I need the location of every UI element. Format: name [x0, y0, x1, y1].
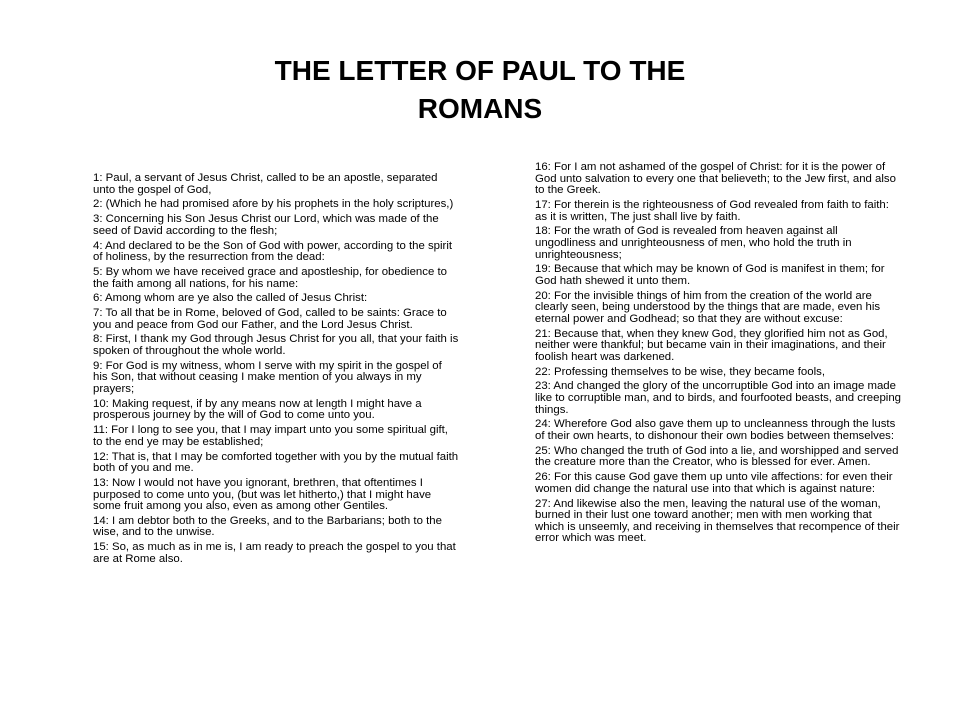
verse-26: 26: For this cause God gave them up unto vile affections: for even their women did change the natural use into that which is against nature: [535, 471, 893, 495]
verse-5: 5: By whom we have received grace and apostleship, for obedience to the faith among all nations, for his name: [93, 265, 447, 290]
verse-20: 20: For the invisible things of him from the creation of the world are clearly seen, being understood by the things that are made, even his eternal power and Godhead; so that they are without excuse: [535, 289, 881, 325]
verse-12: 12: That is, that I may be comforted together with you by the mutual faith both of you and me. [93, 450, 459, 475]
verse-8: 8: First, I thank my God through Jesus Christ for you all, that your faith is spoken of throughout the whole world. [93, 333, 459, 358]
verse-24: 24: Wherefore God also gave them up to uncleanness through the lusts of their own hearts, to dishonour their own bodies between themselves: [535, 418, 896, 442]
verse-6: 6: Among whom are ye also the called of Jesus Christ: [93, 292, 368, 305]
verse-17: 17: For therein is the righteousness of God revealed from faith to faith: as it is written, The just shall live by faith. [535, 198, 889, 223]
verse-1: 1: Paul, a servant of Jesus Christ, called to be an apostle, separated unto the gospel of God, [93, 172, 438, 196]
document-title [180, 52, 780, 128]
verse-19: 19: Because that which may be known of God is manifest in them; for God hath shewed it unto them. [535, 263, 885, 287]
verse-3: 3: Concerning his Son Jesus Christ our Lord, which was made of the seed of David according to the flesh; [93, 213, 439, 237]
verse-18: 18: For the wrath of God is revealed from heaven against all ungodliness and unrighteousness of men, who hold the truth in unrighteousness; [535, 225, 852, 261]
verse-15: 15: So, as much as in me is, I am ready to preach the gospel to you that are at Rome also. [93, 541, 456, 565]
left-column [93, 173, 459, 569]
verse-11: 11: For I long to see you, that I may impart unto you some spiritual gift, to the end ye may be established; [93, 424, 448, 448]
verse-2: 2: (Which he had promised afore by his prophets in the holy scriptures,) [93, 198, 454, 211]
verse-13: 13: Now I would not have you ignorant, brethren, that oftentimes I purposed to come unto you, (but was let hitherto,) that I might have some fruit among you also, even as among other Gentiles. [93, 476, 432, 513]
verse-23: 23: And changed the glory of the uncorruptible God into an image made like to corruptible man, and to birds, and fourfooted beasts, and creeping things. [535, 380, 901, 416]
verse-21: 21: Because that, when they knew God, they glorified him not as God, neither were thankful; but became vain in their imaginations, and their foolish heart was darkened. [535, 327, 888, 363]
verse-22: 22: Professing themselves to be wise, they became fools, [535, 365, 825, 378]
verse-7: 7: To all that be in Rome, beloved of God, called to be saints: Grace to you and peace from God our Father, and the Lord Jesus Christ. [93, 307, 447, 331]
verse-16: 16: For I am not ashamed of the gospel of Christ: for it is the power of God unto salvation to every one that believeth; to the Jew first, and also to the Greek. [535, 161, 896, 197]
verse-14: 14: I am debtor both to the Greeks, and to the Barbarians; both to the wise, and to the unwise. [93, 514, 442, 539]
title-line-1: THE LETTER OF PAUL TO THE [274, 55, 686, 86]
right-column [535, 162, 901, 548]
verse-25: 25: Who changed the truth of God into a lie, and worshipped and served the creature more than the Creator, who is blessed for ever. Amen. [535, 444, 899, 469]
verse-4: 4: And declared to be the Son of God with power, according to the spirit of holiness, by the resurrection from the dead: [93, 239, 453, 264]
verse-27: 27: And likewise also the men, leaving the natural use of the woman, burned in their lust one toward another; men with men working that which is unseemly, and receiving in themselves that recompence of their error which was meet. [535, 497, 900, 545]
title-line-2: ROMANS [417, 93, 543, 124]
verse-10: 10: Making request, if by any means now at length I might have a prosperous journey by the will of God to come unto you. [93, 397, 422, 422]
verse-9: 9: For God is my witness, whom I serve with my spirit in the gospel of his Son, that without ceasing I make mention of you always in my prayers; [93, 359, 442, 395]
